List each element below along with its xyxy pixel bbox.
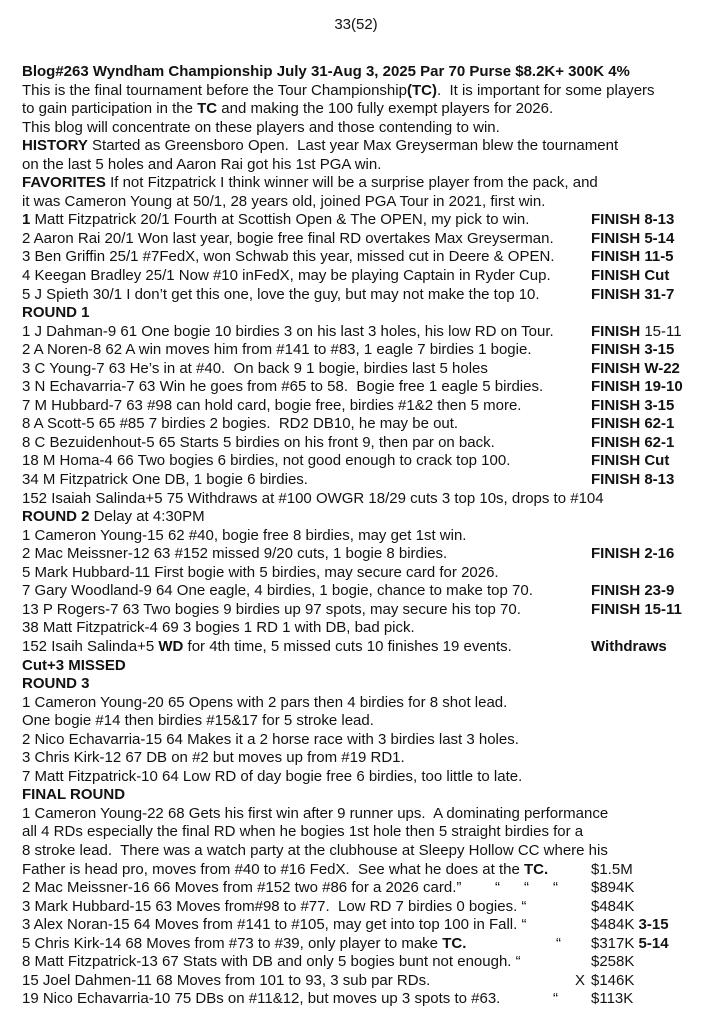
line-text xyxy=(22,545,447,562)
line-text xyxy=(22,415,458,432)
doc-line xyxy=(22,434,712,453)
text-segment: 3 Alex Noran-15 64 Moves from #141 to #105, may get into top 100 in Fall. “ xyxy=(22,916,527,934)
bold-text-segment: 1 xyxy=(22,211,31,229)
right-column-value xyxy=(591,248,674,267)
text-segment: $484K xyxy=(591,916,639,934)
text-segment: $484K xyxy=(591,897,635,915)
bold-text-segment: FINAL ROUND xyxy=(22,786,126,804)
text-segment: 1 J Dahman-9 61 One bogie 10 birdies 3 on his last 3 holes, his low RD on Tour. xyxy=(22,322,554,340)
doc-line xyxy=(22,415,712,434)
line-text xyxy=(22,174,598,191)
text-segment: 2 Aaron Rai 20/1 Won last year, bogie free final RD overtakes Max Greyserman. xyxy=(22,229,554,247)
text-segment: for 4th time, 5 missed cuts 10 finishes 19 events. xyxy=(183,637,512,655)
bold-text-segment: FINISH 62-1 xyxy=(591,415,675,433)
doc-line xyxy=(22,675,712,694)
right-column-value xyxy=(591,286,674,305)
doc-line xyxy=(22,935,712,954)
line-text xyxy=(22,712,374,729)
bold-text-segment: (TC) xyxy=(406,81,437,99)
line-text xyxy=(22,731,519,748)
line-text xyxy=(22,248,555,265)
text-segment: 2 A Noren-8 62 A win moves him from #141 to #83, 1 eagle 7 birdies 1 bogie. xyxy=(22,341,532,359)
line-text xyxy=(22,527,466,544)
line-text xyxy=(22,619,415,636)
text-segment: 1 Cameron Young-20 65 Opens with 2 pars then 4 birdies for 8 shot lead. xyxy=(22,693,508,711)
line-text xyxy=(22,193,545,210)
line-text xyxy=(22,842,608,859)
ditto-mark: “ xyxy=(524,879,529,897)
bold-text-segment: TC xyxy=(197,100,218,118)
text-segment: $894K xyxy=(591,879,635,897)
doc-line xyxy=(22,230,712,249)
page-number: 33(52) xyxy=(334,16,378,33)
text-segment: $113K xyxy=(591,990,634,1008)
text-segment: 15 Joel Dahmen-11 68 Moves from 101 to 93, 3 sub par RDs. xyxy=(22,971,431,989)
line-text xyxy=(22,657,126,674)
line-text xyxy=(22,638,512,655)
doc-line xyxy=(22,638,712,657)
text-segment: 3 N Echavarria-7 63 Win he goes from #65 to 58. Bogie free 1 eagle 5 birdies. xyxy=(22,378,544,396)
text-segment: One bogie #14 then birdies #15&17 for 5 stroke lead. xyxy=(22,712,374,730)
line-text xyxy=(22,63,630,80)
bold-text-segment: FINISH 5-14 xyxy=(591,229,675,247)
text-segment: This blog will concentrate on these players and those contending to win. xyxy=(22,118,500,136)
doc-line xyxy=(22,823,712,842)
bold-text-segment: FINISH 15-11 xyxy=(591,600,682,618)
doc-line xyxy=(22,861,712,880)
right-column-value xyxy=(591,898,634,917)
text-segment: 38 Matt Fitzpatrick-4 69 3 bogies 1 RD 1 with DB, bad pick. xyxy=(22,619,415,637)
line-text xyxy=(22,675,90,692)
doc-line xyxy=(22,137,712,156)
right-column-value xyxy=(591,916,669,935)
bold-text-segment: 3-15 xyxy=(638,916,669,934)
doc-line xyxy=(22,452,712,471)
line-text xyxy=(22,990,500,1007)
line-text xyxy=(22,935,466,952)
text-segment: 1 Cameron Young-22 68 Gets his first win after 9 runner ups. A dominating performance xyxy=(22,804,609,822)
line-text xyxy=(22,360,488,377)
doc-line xyxy=(22,248,712,267)
bold-text-segment: 5-14 xyxy=(638,934,669,952)
doc-line xyxy=(22,842,712,861)
text-segment: 5 Mark Hubbard-11 First bogie with 5 birdies, may secure card for 2026. xyxy=(22,563,499,581)
line-text xyxy=(22,508,205,525)
doc-line xyxy=(22,694,712,713)
text-segment: 13 P Rogers-7 63 Two bogies 9 birdies up 97 spots, may secure his top 70. xyxy=(22,600,521,618)
line-text xyxy=(22,916,526,933)
text-segment: 8 stroke lead. There was a watch party at the clubhouse at Sleepy Hollow CC where his xyxy=(22,841,608,859)
right-column-value xyxy=(591,471,674,490)
bold-text-segment: ROUND 1 xyxy=(22,304,90,322)
line-text xyxy=(22,211,529,228)
ditto-mark: “ xyxy=(553,879,558,897)
line-text xyxy=(22,341,531,358)
right-column-value xyxy=(591,378,683,397)
doc-line xyxy=(22,731,712,750)
right-column-value xyxy=(591,360,680,379)
ditto-mark: “ xyxy=(556,934,561,952)
text-segment: it was Cameron Young at 50/1, 28 years old, joined PGA Tour in 2021, first win. xyxy=(22,192,546,210)
right-column-value xyxy=(591,638,667,657)
bold-text-segment: FINISH 2-16 xyxy=(591,545,675,563)
doc-line xyxy=(22,508,712,527)
line-text xyxy=(22,823,583,840)
text-segment: 4 Keegan Bradley 25/1 Now #10 inFedX, may be playing Captain in Ryder Cup. xyxy=(22,267,551,285)
doc-line xyxy=(22,156,712,175)
bold-text-segment: Withdraws xyxy=(591,637,667,655)
line-text xyxy=(22,749,405,766)
line-text xyxy=(22,490,604,507)
text-segment: 152 Isaih Salinda+5 xyxy=(22,637,159,655)
text-segment: 7 Matt Fitzpatrick-10 64 Low RD of day bogie free 6 birdies, too little to late. xyxy=(22,767,523,785)
text-segment: 8 Matt Fitzpatrick-13 67 Stats with DB and only 5 bogies bunt not enough. “ xyxy=(22,953,521,971)
text-segment: 15-11 xyxy=(644,322,682,340)
bold-text-segment: FINISH W-22 xyxy=(591,359,680,377)
bold-text-segment: Blog#263 Wyndham Championship July 31-Aug 3, 2025 Par 70 Purse $8.2K+ 300K 4% xyxy=(22,63,630,80)
bold-text-segment: FAVORITES xyxy=(22,174,106,192)
doc-line xyxy=(22,527,712,546)
text-segment: Matt Fitzpatrick 20/1 Fourth at Scottish Open & The OPEN, my pick to win. xyxy=(30,211,530,229)
line-text xyxy=(22,82,655,99)
bold-text-segment: FINISH Cut xyxy=(591,452,670,470)
text-segment: $317K xyxy=(591,934,639,952)
doc-line xyxy=(22,378,712,397)
line-text xyxy=(22,378,543,395)
bold-text-segment: TC. xyxy=(442,934,467,952)
text-segment: Started as Greensboro Open. Last year Max Greyserman blew the tournament xyxy=(87,137,619,155)
text-segment: 3 Ben Griffin 25/1 #7FedX, won Schwab this year, missed cut in Deere & OPEN. xyxy=(22,248,555,266)
doc-line xyxy=(22,397,712,416)
line-text xyxy=(22,953,521,970)
doc-line xyxy=(22,174,712,193)
text-segment: Father is head pro, moves from #40 to #16 FedX. See what he does at the xyxy=(22,860,524,878)
text-segment: Delay at 4:30PM xyxy=(89,508,205,526)
line-text xyxy=(22,286,540,303)
text-segment: 8 C Bezuidenhout-5 65 Starts 5 birdies on his front 9, then par on back. xyxy=(22,433,495,451)
text-segment: 7 M Hubbard-7 63 #98 can hold card, bogie free, birdies #1&2 then 5 more. xyxy=(22,396,522,414)
doc-line xyxy=(22,712,712,731)
doc-line xyxy=(22,601,712,620)
text-segment: 3 Mark Hubbard-15 63 Moves from#98 to #77. Low RD 7 birdies 0 bogies. “ xyxy=(22,897,527,915)
text-segment: 1 Cameron Young-15 62 #40, bogie free 8 birdies, may get 1st win. xyxy=(22,526,467,544)
text-segment: 3 C Young-7 63 He’s in at #40. On back 9 1 bogie, birdies last 5 holes xyxy=(22,359,488,377)
text-segment: $146K xyxy=(591,971,635,989)
ditto-mark: “ xyxy=(495,879,500,897)
doc-line xyxy=(22,657,712,676)
bold-text-segment: Cut+3 MISSED xyxy=(22,656,126,674)
doc-line xyxy=(22,360,712,379)
doc-line xyxy=(22,119,712,138)
text-segment: 19 Nico Echavarria-10 75 DBs on #11&12, but moves up 3 spots to #63. xyxy=(22,990,501,1008)
doc-line xyxy=(22,304,712,323)
doc-line xyxy=(22,341,712,360)
line-text xyxy=(22,805,608,822)
line-text xyxy=(22,879,461,896)
right-column-value xyxy=(591,211,674,230)
bold-text-segment: HISTORY xyxy=(22,137,88,155)
bold-text-segment: ROUND 3 xyxy=(22,675,90,693)
right-column-value xyxy=(591,582,674,601)
doc-line xyxy=(22,286,712,305)
right-column-value xyxy=(591,434,674,453)
doc-line xyxy=(22,953,712,972)
line-text xyxy=(22,304,90,321)
line-text xyxy=(22,768,522,785)
text-segment: This is the final tournament before the Tour Championship xyxy=(22,81,407,99)
right-column-value xyxy=(591,601,682,620)
bold-text-segment: FINISH 11-5 xyxy=(591,248,674,266)
doc-line xyxy=(22,749,712,768)
document-body xyxy=(22,63,712,1009)
doc-line xyxy=(22,564,712,583)
line-text xyxy=(22,564,499,581)
doc-line xyxy=(22,545,712,564)
line-text xyxy=(22,786,125,803)
text-segment: 34 M Fitzpatrick One DB, 1 bogie 6 birdies. xyxy=(22,471,308,489)
bold-text-segment: FINISH 8-13 xyxy=(591,211,675,229)
bold-text-segment: FINISH 19-10 xyxy=(591,378,683,396)
doc-line xyxy=(22,619,712,638)
doc-line xyxy=(22,471,712,490)
line-text xyxy=(22,582,533,599)
right-column-value xyxy=(591,397,674,416)
right-column-value xyxy=(591,230,674,249)
right-column-value xyxy=(591,415,674,434)
right-column-value xyxy=(591,879,634,898)
bold-text-segment: FINISH 62-1 xyxy=(591,433,675,451)
doc-line xyxy=(22,267,712,286)
text-segment: 8 A Scott-5 65 #85 7 birdies 2 bogies. RD2 DB10, he may be out. xyxy=(22,415,459,433)
doc-line xyxy=(22,805,712,824)
doc-line xyxy=(22,82,712,101)
doc-line xyxy=(22,972,712,991)
doc-line xyxy=(22,63,712,82)
doc-line xyxy=(22,786,712,805)
ditto-mark: “ xyxy=(553,990,558,1008)
line-text xyxy=(22,972,430,989)
line-text xyxy=(22,601,521,618)
right-column-value xyxy=(591,323,682,342)
line-text xyxy=(22,471,308,488)
doc-line xyxy=(22,916,712,935)
bold-text-segment: FINISH Cut xyxy=(591,267,670,285)
right-column-value xyxy=(591,972,634,991)
right-column-value xyxy=(591,267,669,286)
text-segment: 152 Isaiah Salinda+5 75 Withdraws at #100 OWGR 18/29 cuts 3 top 10s, drops to #104 xyxy=(22,489,604,507)
right-column-value xyxy=(591,861,633,880)
right-column-value xyxy=(591,990,633,1009)
line-text xyxy=(22,861,548,878)
text-segment: If not Fitzpatrick I think winner will be a surprise player from the pack, and xyxy=(105,174,598,192)
doc-line xyxy=(22,323,712,342)
doc-line xyxy=(22,100,712,119)
doc-line xyxy=(22,898,712,917)
text-segment: 5 Chris Kirk-14 68 Moves from #73 to #39, only player to make xyxy=(22,934,443,952)
bold-text-segment: FINISH 3-15 xyxy=(591,341,675,359)
bold-text-segment: FINISH 23-9 xyxy=(591,582,675,600)
line-text xyxy=(22,119,500,136)
bold-text-segment: TC. xyxy=(523,860,549,878)
bold-text-segment: FINISH xyxy=(591,322,645,340)
text-segment: 2 Mac Meissner-12 63 #152 missed 9/20 cuts, 1 bogie 8 birdies. xyxy=(22,545,448,563)
doc-line xyxy=(22,193,712,212)
text-segment: . It is important for some players xyxy=(436,81,655,99)
doc-line xyxy=(22,990,712,1009)
line-text xyxy=(22,434,495,451)
right-column-value xyxy=(591,545,674,564)
line-text xyxy=(22,694,507,711)
text-segment: $1.5M xyxy=(591,860,633,878)
line-text xyxy=(22,230,554,247)
bold-text-segment: FINISH 3-15 xyxy=(591,396,675,414)
right-column-value xyxy=(591,452,669,471)
text-segment: 2 Mac Meissner-16 66 Moves from #152 two #86 for a 2026 card.” xyxy=(22,879,462,897)
text-segment: $258K xyxy=(591,953,635,971)
line-text xyxy=(22,137,618,154)
doc-line xyxy=(22,582,712,601)
x-mark: X xyxy=(575,971,586,989)
line-text xyxy=(22,156,381,173)
line-text xyxy=(22,452,510,469)
bold-text-segment: FINISH 31-7 xyxy=(591,285,675,303)
bold-text-segment: WD xyxy=(158,637,184,655)
text-segment: 3 Chris Kirk-12 67 DB on #2 but moves up from #19 RD1. xyxy=(22,749,405,767)
doc-line xyxy=(22,768,712,787)
text-segment: 18 M Homa-4 66 Two bogies 6 birdies, not good enough to crack top 100. xyxy=(22,452,511,470)
text-segment: all 4 RDs especially the final RD when he bogies 1st hole then 5 straight birdies for a xyxy=(22,823,584,841)
right-column-value xyxy=(591,953,634,972)
line-text xyxy=(22,898,526,915)
text-segment: 7 Gary Woodland-9 64 One eagle, 4 birdies, 1 bogie, chance to make top 70. xyxy=(22,582,533,600)
text-segment: to gain participation in the xyxy=(22,100,198,118)
bold-text-segment: ROUND 2 xyxy=(22,508,90,526)
right-column-value xyxy=(591,935,669,954)
line-text xyxy=(22,397,521,414)
line-text xyxy=(22,267,551,284)
right-column-value xyxy=(591,341,674,360)
text-segment: on the last 5 holes and Aaron Rai got his 1st PGA win. xyxy=(22,155,382,173)
text-segment: 5 J Spieth 30/1 I don’t get this one, love the guy, but may not make the top 10. xyxy=(22,285,540,303)
text-segment: 2 Nico Echavarria-15 64 Makes it a 2 horse race with 3 birdies last 3 holes. xyxy=(22,730,519,748)
doc-line xyxy=(22,211,712,230)
bold-text-segment: FINISH 8-13 xyxy=(591,471,675,489)
text-segment: and making the 100 fully exempt players for 2026. xyxy=(217,100,554,118)
line-text xyxy=(22,323,554,340)
doc-line xyxy=(22,490,712,509)
doc-line xyxy=(22,879,712,898)
line-text xyxy=(22,100,553,117)
